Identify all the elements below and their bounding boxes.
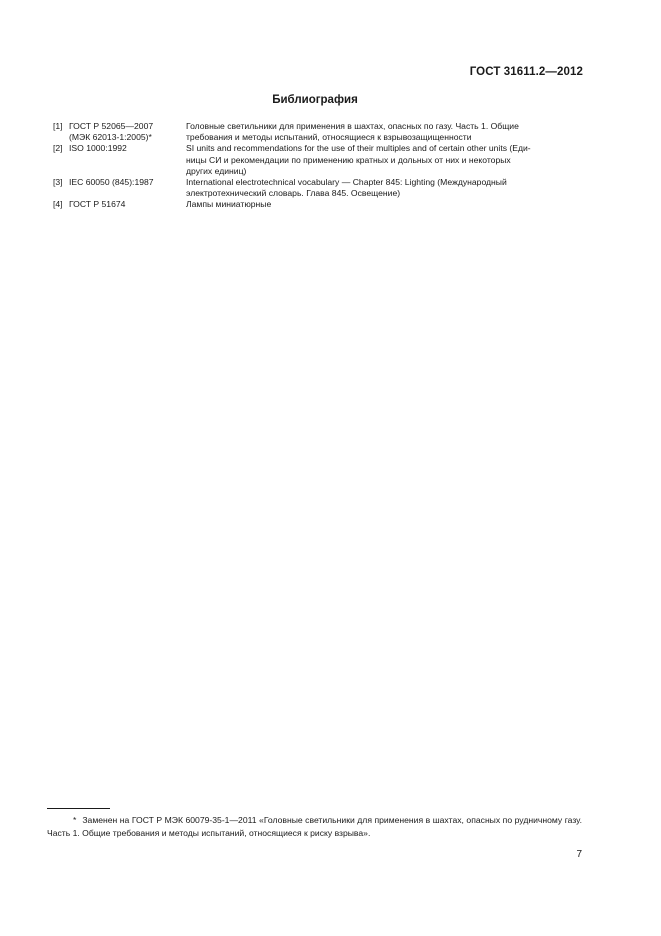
page-title: Библиография [272,94,358,106]
description-line: Головные светильники для применения в шахтах, опасных по газу. Часть 1. Общие [186,121,519,131]
entry-number: [3] [53,177,63,188]
bibliography-entry-2 [53,143,578,177]
entry-reference [69,121,186,143]
standard-number: ГОСТ 31611.2—2012 [469,66,583,78]
description-line: SI units and recommendations for the use of their multiples and of certain other units (Еди- [186,143,531,154]
entry-description [186,199,578,210]
bibliography-entry-4 [53,199,578,210]
footnote [47,814,582,840]
bibliography-list [53,121,578,211]
footnote-divider [47,808,110,809]
reference-line: ГОСТ Р 52065—2007 [69,121,154,131]
description-line: электротехнический словарь. Глава 845. Освещение) [186,188,401,199]
description-line: других единиц) [186,165,247,176]
footnote-mark: * [73,815,77,825]
entry-reference [69,177,186,199]
entry-description [186,177,578,199]
reference-line: ГОСТ Р 51674 [69,199,126,210]
entry-number: [2] [53,143,63,154]
reference-line: (МЭК 62013-1:2005)* [69,132,152,143]
entry-description [186,143,578,177]
bibliography-entry-3 [53,177,578,199]
description-line: Лампы миниатюрные [186,199,272,210]
reference-line: IEC 60050 (845):1987 [69,177,154,188]
footnote-text: Заменен на ГОСТ Р МЭК 60079-35-1—2011 «Головные светильники для применения в шахтах, опасных по рудничному газу. Часть 1. Общие требования и методы испытаний, относящиеся к риску взрыва». [47,815,582,838]
page-number: 7 [576,849,582,860]
bibliography-entry-1 [53,121,578,143]
description-line: ницы СИ и рекомендации по применению кратных и дольных от них и некоторых [186,154,511,165]
description-line: International electrotechnical vocabulary — Chapter 845: Lighting (Международный [186,177,507,188]
entry-number: [1] [53,121,63,131]
entry-reference [69,143,186,177]
entry-description [186,121,578,143]
entry-reference [69,199,186,210]
description-line: требования и методы испытаний, относящиеся к взрывозащищенности [186,132,472,143]
entry-number: [4] [53,199,63,210]
reference-line: ISO 1000:1992 [69,143,127,154]
